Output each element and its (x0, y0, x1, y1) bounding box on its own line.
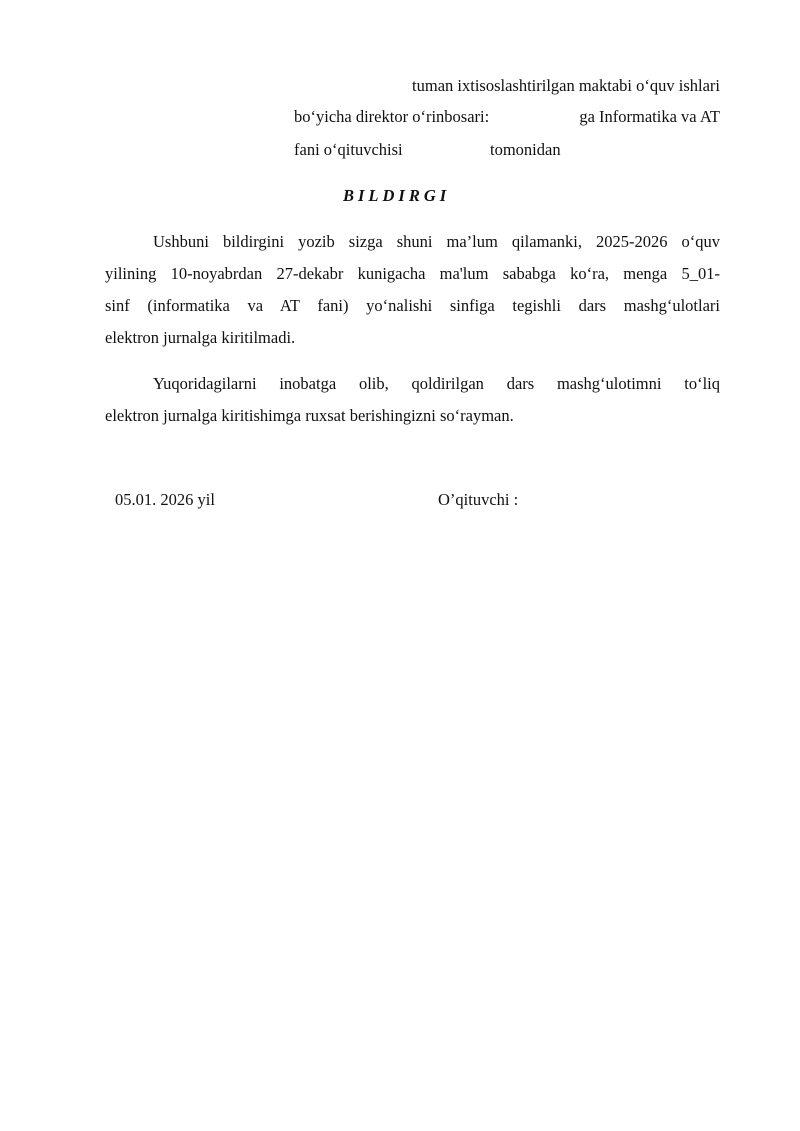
paragraph-1-line: Ushbuni bildirgini yozib sizga shuni ma’lum qilamanki, 2025-2026 o‘quv (153, 232, 720, 251)
document-date: 05.01. 2026 yil (115, 490, 215, 509)
header-line-1: tuman ixtisoslashtirilgan maktabi o‘quv ishlari (412, 76, 720, 95)
paragraph-1-line: elektron jurnalga kiritilmadi. (105, 328, 296, 347)
document-title: BILDIRGI (343, 186, 451, 205)
signature-label: O’qituvchi : (438, 490, 519, 509)
header-line-3-right: tomonidan (490, 140, 561, 159)
header-line-3-left: fani o‘qituvchisi (294, 140, 403, 159)
paragraph-2-line: elektron jurnalga kiritishimga ruxsat berishingizni so‘rayman. (105, 406, 514, 425)
paragraph-1-line: yilining 10-noyabrdan 27-dekabr kunigacha ma'lum sababga ko‘ra, menga 5_01- (105, 264, 720, 283)
header-line-2-left: bo‘yicha direktor o‘rinbosari: (294, 107, 490, 126)
header-line-2-right: ga Informatika va AT (579, 107, 720, 126)
paragraph-2-line: Yuqoridagilarni inobatga olib, qoldirilgan dars mashg‘ulotimni to‘liq (153, 374, 720, 393)
paragraph-1-line: sinf (informatika va AT fani) yo‘nalishi sinfiga tegishli dars mashg‘ulotlari (105, 296, 720, 315)
